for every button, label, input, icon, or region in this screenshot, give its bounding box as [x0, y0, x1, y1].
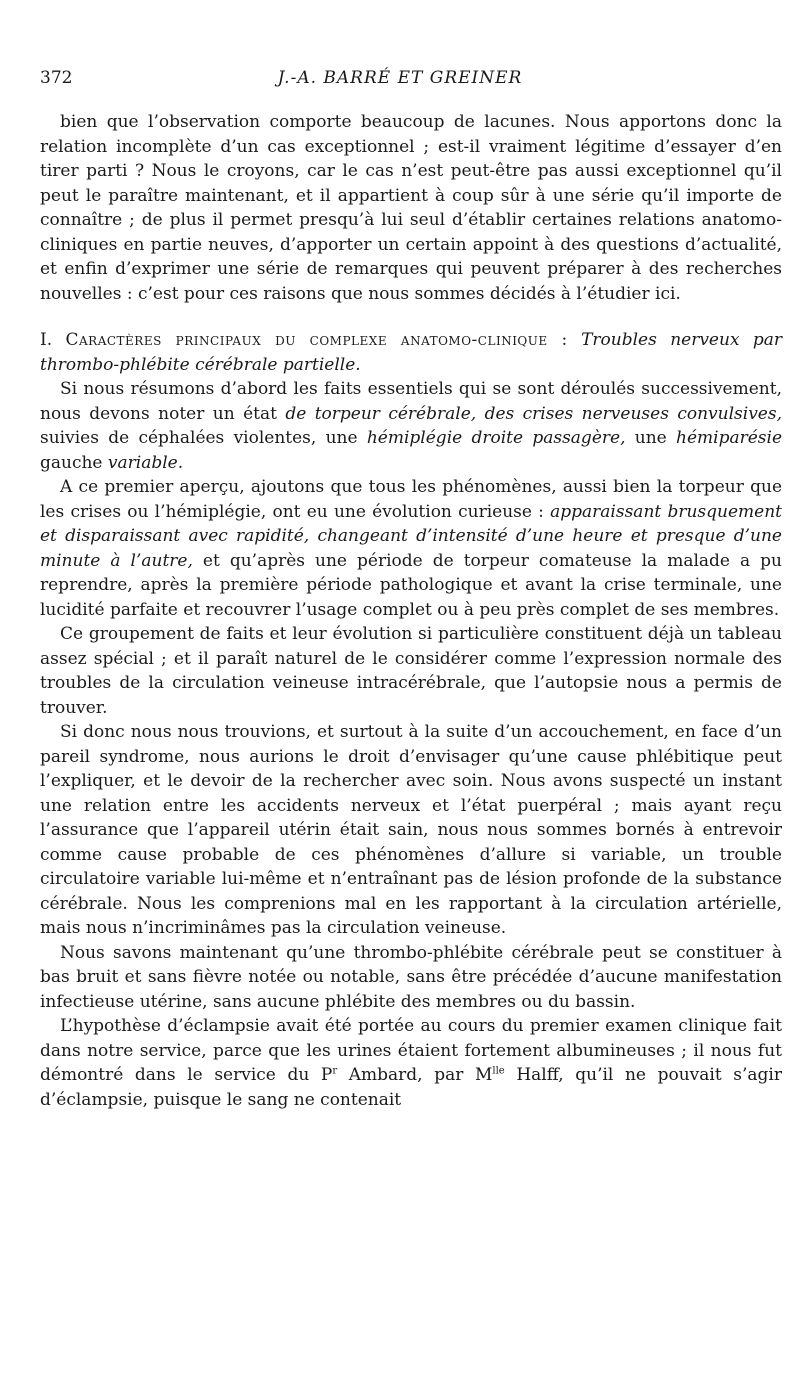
- paragraph-4: Ce groupement de faits et leur évolution si particulière constituent déjà un tableau assez spécial ; et il paraît naturel de le considérer comme l’expression normale des troubles de la circulation veineuse intracérébrale, que l’autopsie nous a permis de trouver.: [40, 624, 782, 718]
- text-run: et qu’après une période de torpeur comateuse la malade a pu reprendre, après la première période pathologique et avant la crise terminale, une lucidité parfaite et recouvrer l’usage complet ou à peu près complet de ses membres.: [40, 550, 782, 620]
- section-subtitle: Troubles nerveux par thrombo-phlébite cérébrale partielle.: [40, 330, 783, 375]
- page-header: [0, 68, 800, 92]
- text-run: gauche: [40, 452, 108, 473]
- superscript: lle: [492, 1065, 505, 1077]
- text-run: suivies de céphalées violentes, une: [40, 428, 367, 448]
- text-run: une: [625, 428, 677, 448]
- section-title: Caractères principaux du complexe anatomo-clinique :: [65, 330, 568, 350]
- paragraph-2: [40, 377, 782, 475]
- text-run: Ambard, par M: [337, 1065, 493, 1085]
- paragraph-1: bien que l’observation comporte beaucoup de lacunes. Nous apportons donc la relation incomplète d’un cas exceptionnel ; est-il vraiment légitime d’essayer d’en tirer parti ? Nous le croyons, car le cas n’est peut-être pas aussi exceptionnel qu’il peut le paraître maintenant, et il appartient à coup sûr à une série qu’il importe de connaître ; de plus il permet presqu’à lui seul d’établir certaines relations anatomo-cliniques en partie neuves, d’apporter un certain appoint à des questions d’actualité, et enfin d’exprimer une série de remarques qui peuvent préparer à des recherches nouvelles : c’est pour ces raisons que nous sommes décidés à l’étudier ici.: [40, 112, 782, 304]
- text-run: Halff, qu’il ne pouvait s’agir d’éclampsie, puisque le sang ne contenait: [40, 1065, 782, 1110]
- page-number: 372: [40, 68, 73, 88]
- paragraph-7: [40, 1014, 782, 1112]
- text-run: L’hypothèse d’éclampsie avait été portée au cours du premier examen clinique fait dans notre service, parce que les urines étaient fortement albumineuses ; il nous fut démontré dans le service du P: [40, 1016, 782, 1085]
- emphasis: de torpeur cérébrale, des crises nerveuses convulsives,: [285, 403, 782, 424]
- paragraph-6: Nous savons maintenant qu’une thrombo-phlébite cérébrale peut se constituer à bas bruit et sans fièvre notée ou notable, sans être précédée d’aucune manifestation infectieuse utérine, sans aucune phlébite des membres ou du bassin.: [40, 942, 782, 1012]
- emphasis: hémiplégie droite passagère,: [366, 428, 626, 448]
- superscript: r: [332, 1065, 338, 1077]
- section-number: I.: [40, 330, 53, 350]
- paragraph-5: Si donc nous nous trouvions, et surtout à la suite d’un accouchement, en face d’un pareil syndrome, nous aurions le droit d’envisager qu’une cause phlébitique peut l’expliquer, et le devoir de la rechercher avec soin. Nous avons suspecté un instant une relation entre les accidents nerveux et l’état puerpéral ; mais ayant reçu l’assurance que l’appareil utérin était sain, nous nous sommes bornés à entrevoir comme cause probable de ces phénomènes d’allure si variable, un trouble circulatoire variable lui-même et n’entraînant pas de lésion profonde de la substance cérébrale. Nous les comprenions mal en les rapportant à la circulation artérielle, mais nous n’incriminâmes pas la circulation veineuse.: [40, 722, 782, 938]
- emphasis: apparaissant brusquement et disparaissant avec rapidité, changeant d’intensité d’une heure et presque d’une minute à l’autre,: [40, 501, 782, 571]
- body-text: [40, 110, 782, 1112]
- paragraph-3: [40, 475, 782, 622]
- section-heading: [40, 328, 782, 377]
- emphasis: hémiparésie: [676, 428, 783, 448]
- text-run: A ce premier aperçu, ajoutons que tous les phénomènes, aussi bien la torpeur que les crises ou l’hémiplégie, ont eu une évolution curieuse :: [40, 477, 782, 522]
- text-run: Si nous résumons d’abord les faits essentiels qui se sont déroulés successivement, nous devons noter un état: [40, 379, 782, 424]
- running-head: J.-A. BARRÉ ET GREINER: [277, 68, 523, 88]
- emphasis: variable.: [107, 452, 184, 473]
